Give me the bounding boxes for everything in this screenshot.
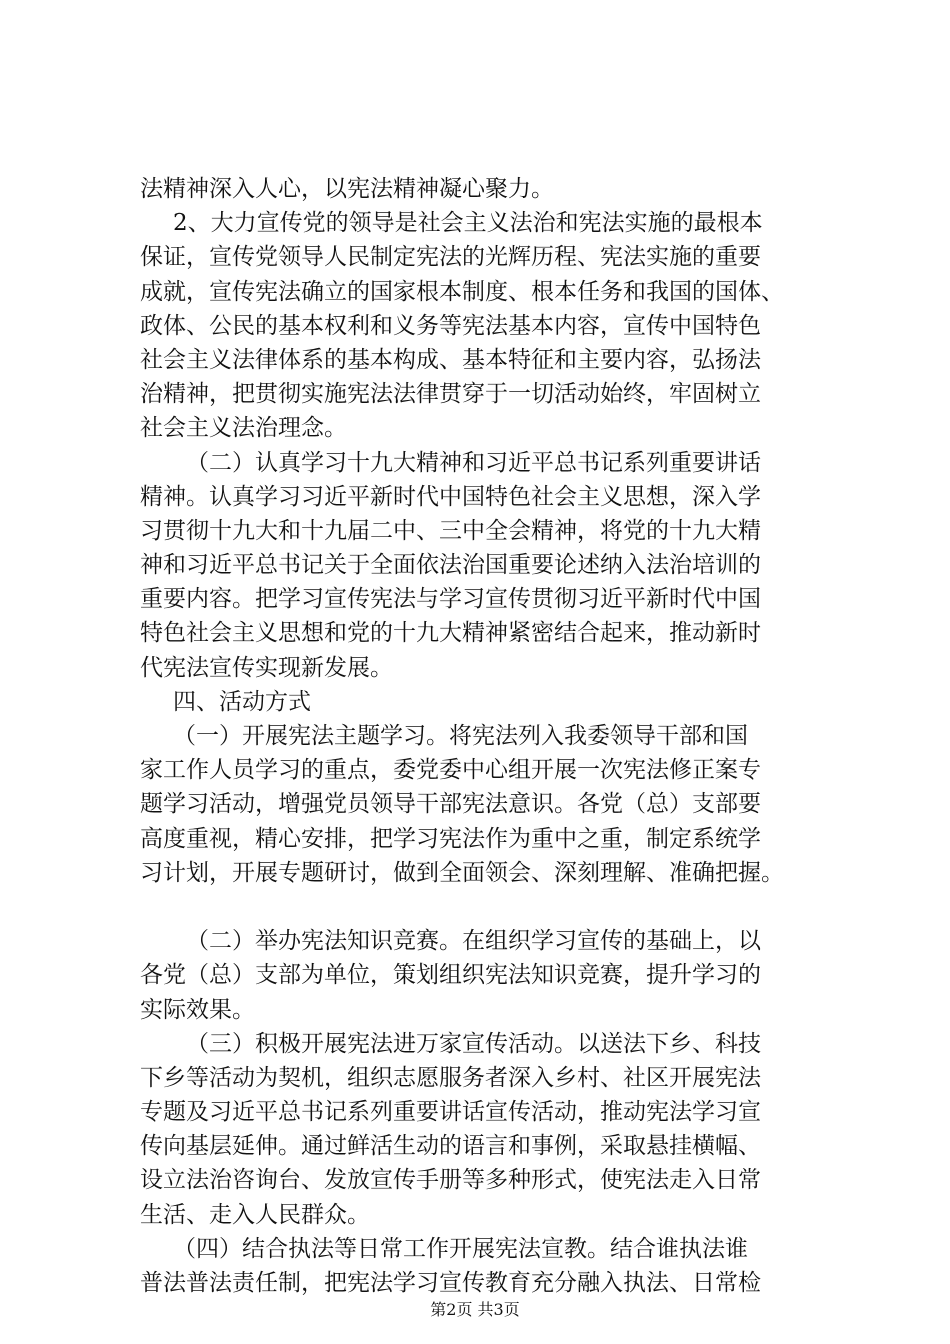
paragraph-line: 政体、公民的基本权利和义务等宪法基本内容，宣传中国特色 xyxy=(140,312,761,339)
paragraph-line: （二）认真学习十九大精神和习近平总书记系列重要讲话 xyxy=(186,449,761,476)
paragraph-line: 保证，宣传党领导人民制定宪法的光辉历程、宪法实施的重要 xyxy=(140,244,761,271)
paragraph-line: 传向基层延伸。通过鲜活生动的语言和事例，采取悬挂横幅、 xyxy=(140,1133,761,1160)
paragraph-line: （三）积极开展宪法进万家宣传活动。以送法下乡、科技 xyxy=(186,1030,761,1057)
paragraph-line: 生活、走入人民群众。 xyxy=(140,1201,370,1228)
document-body xyxy=(140,172,840,1300)
paragraph-line: 四、活动方式 xyxy=(173,688,311,715)
paragraph-line: （一）开展宪法主题学习。将宪法列入我委领导干部和国 xyxy=(173,723,748,749)
paragraph-line: 各党（总）支部为单位，策划组织宪法知识竞赛，提升学习的 xyxy=(140,962,761,989)
paragraph-line: 特色社会主义思想和党的十九大精神紧密结合起来，推动新时 xyxy=(140,620,761,647)
paragraph-line: 习贯彻十九大和十九届二中、三中全会精神，将党的十九大精 xyxy=(140,517,761,544)
paragraph-line: 习计划，开展专题研讨，做到全面领会、深刻理解、准确把握。 xyxy=(140,859,784,886)
paragraph-line: （二）举办宪法知识竞赛。在组织学习宣传的基础上，以 xyxy=(186,928,761,955)
paragraph-line: 社会主义法治理念。 xyxy=(140,415,347,442)
paragraph-line: 专题及习近平总书记系列重要讲话宣传活动，推动宪法学习宣 xyxy=(140,1099,761,1126)
paragraph-line: 家工作人员学习的重点，委党委中心组开展一次宪法修正案专 xyxy=(140,757,761,784)
paragraph-line: 高度重视，精心安排，把学习宪法作为重中之重，制定系统学 xyxy=(140,825,761,852)
paragraph-line: 神和习近平总书记关于全面依法治国重要论述纳入法治培训的 xyxy=(140,552,761,579)
paragraph-line: 设立法治咨询台、发放宣传手册等多种形式，使宪法走入日常 xyxy=(140,1167,761,1194)
paragraph-line: 精神。认真学习习近平新时代中国特色社会主义思想，深入学 xyxy=(140,483,761,510)
paragraph-line: 下乡等活动为契机，组织志愿服务者深入乡村、社区开展宪法 xyxy=(140,1064,761,1091)
page-footer: 第2页 共3页 xyxy=(430,1300,520,1319)
blank-line xyxy=(140,890,840,924)
paragraph-line: 治精神，把贯彻实施宪法法律贯穿于一切活动始终，牢固树立 xyxy=(140,381,761,408)
paragraph-line: 代宪法宣传实现新发展。 xyxy=(140,654,393,681)
paragraph-line: 社会主义法律体系的基本构成、基本特征和主要内容，弘扬法 xyxy=(140,346,761,373)
paragraph-line: 实际效果。 xyxy=(140,996,255,1023)
paragraph-line: 2、大力宣传党的领导是社会主义法治和宪法实施的最根本 xyxy=(173,210,763,237)
paragraph-line: （四）结合执法等日常工作开展宪法宣教。结合谁执法谁 xyxy=(173,1235,748,1262)
paragraph-line: 法精神深入人心，以宪法精神凝心聚力。 xyxy=(140,176,554,202)
paragraph-line: 重要内容。把学习宣传宪法与学习宣传贯彻习近平新时代中国 xyxy=(140,586,761,613)
paragraph-line: 题学习活动，增强党员领导干部宪法意识。各党（总）支部要 xyxy=(140,791,761,818)
paragraph-line: 成就，宣传宪法确立的国家根本制度、根本任务和我国的国体、 xyxy=(140,278,784,305)
paragraph-line: 普法普法责任制，把宪法学习宣传教育充分融入执法、日常检 xyxy=(140,1270,761,1296)
